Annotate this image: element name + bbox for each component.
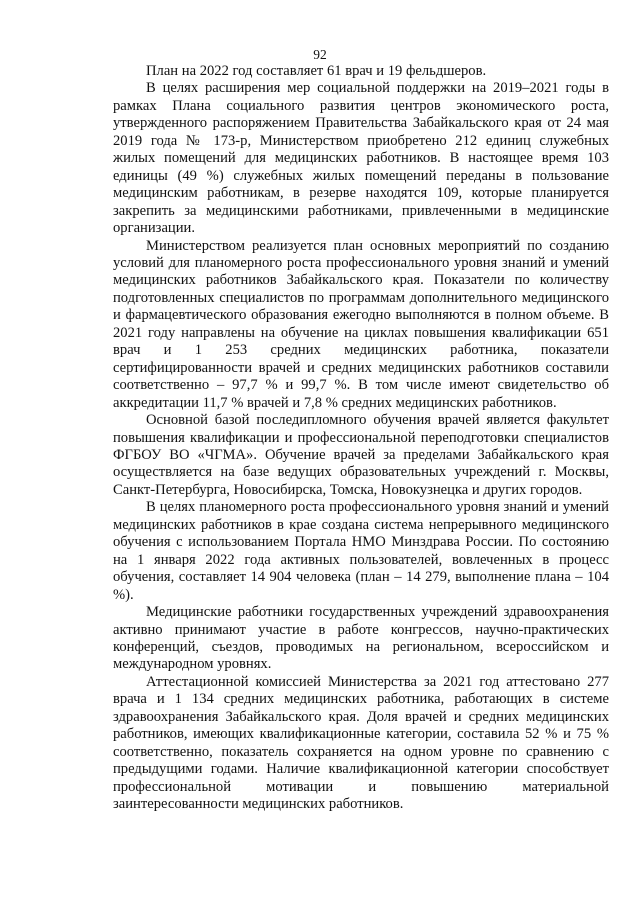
paragraph-continuous-education: В целях планомерного роста профессионального уровня знаний и умений медицинских работников в крае создана система непрерывного медицинского обучения с использованием Портала НМО Минздрава России. По состоянию на 1 января 2022 года активных пользователей, вовлеченных в процесс обучения, составляет 14 904 человека (план – 14 279, выполнение плана – 104 %).: [113, 499, 609, 603]
paragraph-plan: План на 2022 год составляет 61 врач и 19 фельдшеров.: [146, 63, 487, 79]
document-body: [113, 63, 609, 813]
paragraph-conferences: Медицинские работники государственных учреждений здравоохранения активно принимают участие в работе конгрессов, научно-практических конференций, съездов, проводимых на региональном, всероссийском и международном уровнях.: [113, 604, 609, 673]
page-number: 92: [313, 47, 327, 62]
paragraph-postgraduate-base: Основной базой последипломного обучения врачей является факультет повышения квалификации и профессиональной переподготовки специалистов ФГБОУ ВО «ЧГМА». Обучение врачей за пределами Забайкальского края осуществляется на базе ведущих образовательных учреждений г. Москвы, Санкт-Петербурга, Новосибирска, Томска, Новокузнецка и других городов.: [113, 412, 609, 498]
paragraph-attestation: Аттестационной комиссией Министерства за 2021 год аттестовано 277 врача и 1 134 средних медицинских работника, работающих в системе здравоохранения Забайкальского края. Доля врачей и средних медицинских работников, имеющих квалификационные категории, составила 52 % и 75 % соответственно, показатель сохраняется на одном уровне по сравнению с предыдущими годами. Наличие квалификационной категории способствует профессиональной мотивации и повышению материальной заинтересованности медицинских работников.: [113, 673, 609, 813]
paragraph-social-support: В целях расширения мер социальной поддержки на 2019–2021 годы в рамках Плана социального развития центров экономического роста, утвержденного распоряжением Правительства Забайкальского края от 24 мая 2019 года № 173-р, Министерством приобретено 212 единиц служебных жилых помещений для медицинских работников. В настоящее время 103 единицы (49 %) служебных жилых помещений переданы в пользование медицинским работникам, в резерве находятся 109, которые планируется закрепить за медицинскими работниками, привлеченными в медицинские организации.: [113, 80, 609, 237]
paragraph-training-plan: Министерством реализуется план основных мероприятий по созданию условий для планомерного роста профессионального уровня знаний и умений медицинских работников Забайкальского края. Показатели по количеству подготовленных специалистов по программам дополнительного медицинского и фармацевтического образования ежегодно выполняются в полном объеме. В 2021 году направлены на обучение на циклах повышения квалификации 651 врач и 1 253 средних медицинских работника, показатели сертифицированности врачей и средних медицинских работников составили соответственно – 97,7 % и 99,7 %. В том числе имеют свидетельство об аккредитации 11,7 % врачей и 7,8 % средних медицинских работников.: [113, 237, 609, 411]
